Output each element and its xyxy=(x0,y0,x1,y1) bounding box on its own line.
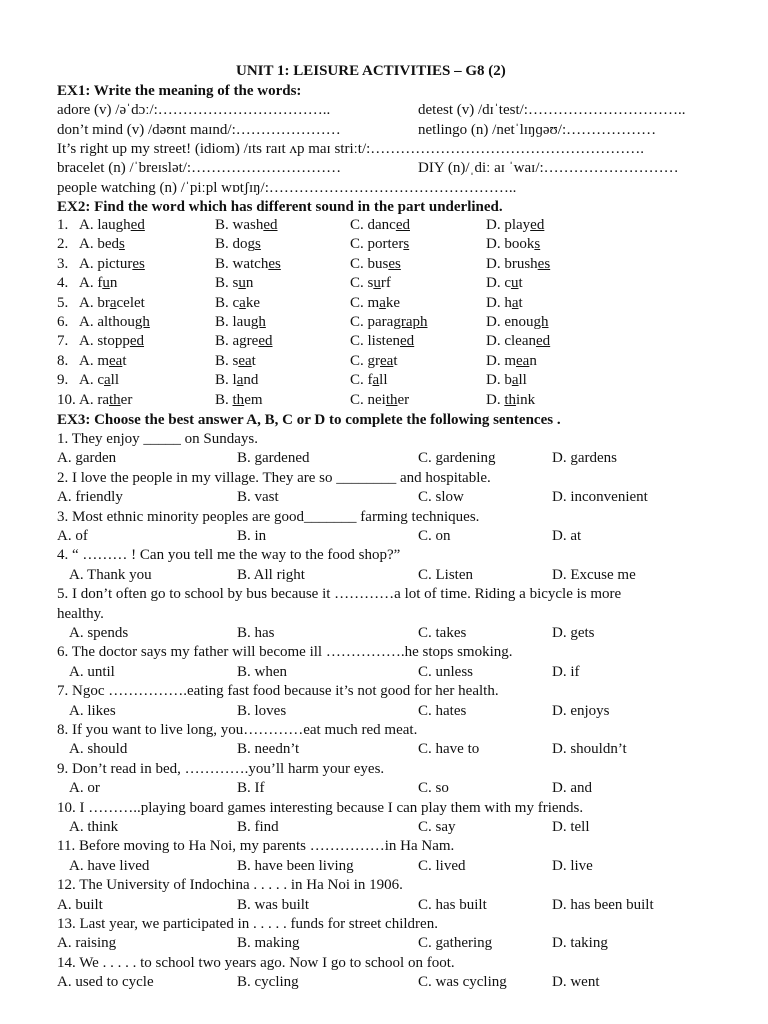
answer-option[interactable] xyxy=(486,275,523,292)
answer-option[interactable]: B. needn’t xyxy=(237,741,300,758)
option-text: t xyxy=(518,275,523,292)
underlined-part: graph xyxy=(393,314,428,330)
answer-option[interactable] xyxy=(215,236,261,253)
answer-option[interactable]: C. gathering xyxy=(418,935,493,952)
answer-option[interactable] xyxy=(486,353,537,370)
underlined-part: es xyxy=(388,255,401,272)
option-text: A. laugh xyxy=(79,217,131,233)
answer-option[interactable]: C. takes xyxy=(418,625,467,641)
underlined-part: th xyxy=(109,391,121,408)
option-text: D. book xyxy=(486,236,535,253)
option-text: C. danc xyxy=(350,217,396,233)
option-text: B. s xyxy=(215,352,239,369)
option-text: B. lau xyxy=(215,314,251,330)
option-text: D. enou xyxy=(486,314,534,330)
option-text: D. play xyxy=(486,217,531,233)
option-text: nd xyxy=(243,372,259,389)
underlined-part: s xyxy=(119,236,125,253)
answer-option[interactable]: D. has been built xyxy=(552,896,654,913)
answer-option[interactable] xyxy=(486,333,550,350)
underlined-part: a xyxy=(239,294,246,311)
underlined-part: gh xyxy=(250,314,266,330)
underlined-part: ed xyxy=(530,217,545,233)
underlined-part: ea xyxy=(516,352,530,369)
answer-option[interactable] xyxy=(350,314,427,331)
underlined-part: es xyxy=(268,255,281,272)
underlined-part: ed xyxy=(258,333,273,350)
answer-option[interactable]: A. until xyxy=(69,663,115,680)
option-text: A. br xyxy=(79,294,110,311)
option-text: ink xyxy=(516,391,536,408)
underlined-part: a xyxy=(104,372,111,389)
answer-option[interactable]: D. went xyxy=(552,974,600,991)
answer-option[interactable]: D. tell xyxy=(552,819,590,835)
option-text: C. bus xyxy=(350,255,389,272)
answer-option[interactable] xyxy=(79,217,145,234)
answer-option[interactable]: C. say xyxy=(418,819,456,835)
answer-option[interactable] xyxy=(215,392,263,409)
answer-option[interactable] xyxy=(486,295,523,312)
answer-option[interactable] xyxy=(215,314,266,331)
option-text: D. h xyxy=(486,294,512,311)
option-text: C. porter xyxy=(350,236,404,253)
underlined-part: th xyxy=(385,391,398,408)
answer-option[interactable]: D. taking xyxy=(552,935,608,952)
underlined-part: s xyxy=(403,236,410,253)
question-number: 8. xyxy=(57,352,69,369)
underlined-part: a xyxy=(511,294,519,311)
option-text: A. m xyxy=(79,352,109,369)
answer-option[interactable]: A. think xyxy=(69,819,119,835)
underlined-part: th xyxy=(232,391,245,408)
answer-option[interactable]: B. have been living xyxy=(237,857,354,874)
question-text: 1. They enjoy _____ on Sundays. xyxy=(57,431,258,447)
answer-option[interactable] xyxy=(79,353,127,370)
answer-option[interactable] xyxy=(79,392,132,409)
underlined-part: a xyxy=(109,294,117,311)
vocab-entry: people watching (n) /ˈpiːpl wɒtʃɪŋ/:………………………………………….. xyxy=(57,180,517,196)
question-text: 12. The University of Indochina . . . . . in Ha Noi in 1906. xyxy=(57,877,403,894)
underlined-part: ed xyxy=(395,217,410,233)
question-text: 13. Last year, we participated in . . . . . funds for street children. xyxy=(57,916,438,932)
answer-option[interactable] xyxy=(486,372,527,389)
option-text: C. listen xyxy=(350,333,401,350)
answer-option[interactable] xyxy=(350,256,401,273)
underlined-part: a xyxy=(511,372,519,389)
option-text: t xyxy=(251,352,256,369)
answer-option[interactable] xyxy=(215,353,256,370)
answer-option[interactable]: B. find xyxy=(237,819,279,835)
underlined-part: ed xyxy=(535,333,551,350)
underlined-part: u xyxy=(511,275,519,292)
option-text: B. wash xyxy=(215,217,264,233)
answer-option[interactable] xyxy=(350,295,400,312)
option-text: celet xyxy=(116,294,145,311)
answer-option[interactable] xyxy=(486,392,535,409)
option-text: A. ra xyxy=(79,391,109,408)
answer-option[interactable]: B. vast xyxy=(237,489,279,506)
answer-option[interactable]: B. was built xyxy=(237,896,310,913)
answer-option[interactable]: A. built xyxy=(57,896,103,913)
answer-option[interactable]: D. at xyxy=(552,528,582,544)
answer-option[interactable]: D. gardens xyxy=(552,450,617,467)
vocab-entry: don’t mind (v) /dəʊnt maɪnd/:………………… xyxy=(57,122,341,138)
option-text: D. m xyxy=(486,352,516,369)
answer-option[interactable]: B. All right xyxy=(237,566,305,583)
answer-option[interactable]: A. friendly xyxy=(57,489,123,506)
option-text: ke xyxy=(245,294,261,311)
option-text: D. c xyxy=(486,275,511,292)
answer-option[interactable]: C. on xyxy=(418,528,451,544)
option-text: A. bed xyxy=(79,236,119,253)
answer-option[interactable] xyxy=(350,236,409,253)
option-text: B. dog xyxy=(215,236,256,253)
answer-option[interactable] xyxy=(350,392,409,409)
option-text: B. l xyxy=(215,372,237,389)
answer-option[interactable] xyxy=(350,333,414,350)
underlined-part: th xyxy=(504,391,517,408)
answer-option[interactable] xyxy=(215,217,278,234)
question-number: 2. xyxy=(57,236,69,253)
question-text: 5. I don’t often go to school by bus because it …………a lot of time. Riding a bicycle is more xyxy=(57,586,622,603)
question-number: 5. xyxy=(57,294,69,311)
underlined-part: u xyxy=(102,275,110,292)
answer-option[interactable] xyxy=(215,333,273,350)
question-text: 14. We . . . . . to school two years ago. Now I go to school on foot. xyxy=(57,954,455,971)
answer-option[interactable]: A. should xyxy=(69,741,128,758)
question-text: healthy. xyxy=(57,605,104,622)
underlined-part: a xyxy=(379,294,386,311)
option-text: B. xyxy=(215,391,233,408)
answer-option[interactable] xyxy=(79,236,125,253)
ex2-heading: EX2: Find the word which has different sound in the part underlined. xyxy=(57,199,503,215)
answer-option[interactable]: C. gardening xyxy=(418,450,496,467)
answer-option[interactable] xyxy=(486,314,549,331)
answer-option[interactable]: A. raising xyxy=(57,935,117,952)
answer-option[interactable]: C. lived xyxy=(418,857,466,874)
answer-option[interactable]: C. was cycling xyxy=(418,974,507,991)
answer-option[interactable]: A. Thank you xyxy=(69,566,152,583)
question-text: 11. Before moving to Ha Noi, my parents ……………in Ha Nam. xyxy=(57,838,455,855)
answer-option[interactable] xyxy=(215,372,258,389)
option-text: t xyxy=(393,352,398,369)
answer-option[interactable]: D. gets xyxy=(552,625,595,641)
underlined-part: ea xyxy=(109,352,123,369)
answer-option[interactable]: B. If xyxy=(237,780,265,797)
question-text: 6. The doctor says my father will become ill …………….he stops smoking. xyxy=(57,644,513,661)
answer-option[interactable]: B. loves xyxy=(237,702,287,719)
question-text: 3. Most ethnic minority peoples are good_______ farming techniques. xyxy=(57,508,480,525)
question-number: 4. xyxy=(57,275,69,292)
underlined-part: u xyxy=(373,275,381,292)
answer-option[interactable] xyxy=(79,275,117,292)
answer-option[interactable] xyxy=(350,275,391,292)
question-text: 7. Ngoc …………….eating fast food because it’s not good for her health. xyxy=(57,683,499,700)
answer-option[interactable]: D. inconvenient xyxy=(552,489,648,506)
option-text: A. pictur xyxy=(79,255,133,272)
vocab-entry: netlingo (n) /netˈlɪŋɡəʊ/:……………… xyxy=(418,122,657,138)
answer-option[interactable]: B. gardened xyxy=(237,450,310,467)
answer-option[interactable] xyxy=(215,295,260,312)
question-text: 2. I love the people in my village. They are so ________ and hospitable. xyxy=(57,469,491,486)
answer-option[interactable]: B. has xyxy=(237,625,275,641)
answer-option[interactable]: D. and xyxy=(552,780,592,797)
ex3-heading: EX3: Choose the best answer A, B, C or D to complete the following sentences . xyxy=(57,412,561,428)
answer-option[interactable]: C. have to xyxy=(418,741,480,758)
option-text: B. s xyxy=(215,275,239,292)
answer-option[interactable]: A. of xyxy=(57,528,88,544)
question-text: 10. I ………..playing board games interesting because I can play them with my friends. xyxy=(57,799,584,816)
question-text: 4. “ ……… ! Can you tell me the way to the food shop?” xyxy=(57,547,401,564)
option-text: C. nei xyxy=(350,391,386,408)
option-text: B. agre xyxy=(215,333,259,350)
option-text: t xyxy=(518,294,523,311)
answer-option[interactable]: D. live xyxy=(552,857,593,874)
option-text: n xyxy=(109,275,118,292)
option-text: ll xyxy=(518,372,527,389)
question-number: 7. xyxy=(57,333,69,350)
underlined-part: s xyxy=(534,236,541,253)
vocab-entry: detest (v) /dɪˈtest/:………………………….. xyxy=(418,102,686,118)
option-text: C. gr xyxy=(350,352,380,369)
answer-option[interactable] xyxy=(350,353,398,370)
answer-option[interactable] xyxy=(486,217,544,234)
option-text: A. c xyxy=(79,372,104,389)
underlined-part: ed xyxy=(129,333,145,350)
answer-option[interactable]: C. has built xyxy=(418,896,487,913)
option-text: em xyxy=(244,391,263,408)
answer-option[interactable] xyxy=(79,256,145,273)
option-text: D. xyxy=(486,391,505,408)
answer-option[interactable] xyxy=(79,295,145,312)
option-text: C. para xyxy=(350,314,394,330)
option-text: A. stopp xyxy=(79,333,130,350)
answer-option[interactable]: C. Listen xyxy=(418,566,473,583)
answer-option[interactable]: A. have lived xyxy=(69,857,150,874)
answer-option[interactable]: B. in xyxy=(237,528,267,544)
answer-option[interactable]: D. enjoys xyxy=(552,702,610,719)
question-number: 10. xyxy=(57,391,76,408)
answer-option[interactable]: D. shouldn’t xyxy=(552,741,627,758)
answer-option[interactable]: D. Excuse me xyxy=(552,566,636,583)
answer-option[interactable] xyxy=(215,275,253,292)
page-title: UNIT 1: LEISURE ACTIVITIES – G8 (2) xyxy=(236,63,506,79)
option-text: A. althou xyxy=(79,314,135,330)
answer-option[interactable]: A. used to cycle xyxy=(57,974,154,991)
question-number: 1. xyxy=(57,217,69,233)
underlined-part: ed xyxy=(130,217,145,233)
answer-option[interactable]: B. making xyxy=(237,935,300,952)
option-text: D. b xyxy=(486,372,512,389)
option-text: C. s xyxy=(350,275,374,292)
option-text: D. brush xyxy=(486,255,538,272)
option-text: n xyxy=(529,352,537,369)
option-text: D. clean xyxy=(486,333,536,350)
ex1-heading: EX1: Write the meaning of the words: xyxy=(57,83,302,99)
answer-option[interactable] xyxy=(79,314,150,331)
vocab-entry: adore (v) /əˈdɔː/:…………………………….. xyxy=(57,102,331,118)
question-number: 6. xyxy=(57,314,69,330)
question-text: 9. Don’t read in bed, ………….you’ll harm your eyes. xyxy=(57,760,385,777)
underlined-part: es xyxy=(132,255,145,272)
underlined-part: ed xyxy=(400,333,415,350)
option-text: rf xyxy=(380,275,391,292)
underlined-part: u xyxy=(238,275,246,292)
option-text: B. watch xyxy=(215,255,269,272)
option-text: n xyxy=(245,275,254,292)
underlined-part: s xyxy=(255,236,261,253)
answer-option[interactable]: A. spends xyxy=(69,625,129,641)
answer-option[interactable] xyxy=(486,236,540,253)
answer-option[interactable] xyxy=(350,217,410,234)
answer-option[interactable]: D. if xyxy=(552,663,580,680)
answer-option[interactable]: A. garden xyxy=(57,450,117,467)
option-text: ll xyxy=(110,372,120,389)
answer-option[interactable] xyxy=(79,372,119,389)
answer-option[interactable]: B. cycling xyxy=(237,974,299,991)
option-text: er xyxy=(397,391,410,408)
option-text: C. m xyxy=(350,294,380,311)
question-number: 3. xyxy=(57,255,69,272)
underlined-part: ea xyxy=(380,352,394,369)
answer-option[interactable]: B. when xyxy=(237,663,287,680)
answer-option[interactable]: A. or xyxy=(69,780,100,797)
answer-option[interactable]: C. unless xyxy=(418,663,474,680)
underlined-part: ed xyxy=(263,217,278,233)
option-text: C. f xyxy=(350,372,373,389)
answer-option[interactable]: C. slow xyxy=(418,489,464,506)
question-text: 8. If you want to live long, you…………eat much red meat. xyxy=(57,722,418,738)
answer-option[interactable] xyxy=(79,333,144,350)
question-number: 9. xyxy=(57,372,69,389)
answer-option[interactable]: C. hates xyxy=(418,702,467,719)
vocab-entry: It’s right up my street! (idiom) /ɪts raɪt ʌp maɪ striːt/:………………………………………………. xyxy=(57,141,645,157)
option-text: t xyxy=(122,352,127,369)
option-text: ke xyxy=(385,294,401,311)
answer-option[interactable]: C. so xyxy=(418,780,449,797)
answer-option[interactable]: A. likes xyxy=(69,702,116,719)
answer-option[interactable] xyxy=(350,372,388,389)
underlined-part: gh xyxy=(533,314,549,330)
underlined-part: a xyxy=(372,372,380,389)
underlined-part: ea xyxy=(238,352,252,369)
underlined-part: gh xyxy=(134,314,150,330)
vocab-entry: bracelet (n) /ˈbreɪslət/:………………………… xyxy=(57,160,342,176)
underlined-part: a xyxy=(236,372,244,389)
option-text: B. c xyxy=(215,294,240,311)
option-text: A. f xyxy=(79,275,103,292)
answer-option[interactable] xyxy=(215,256,281,273)
vocab-entry: DIY (n)/ˌdiː aɪ ˈwaɪ/:……………………… xyxy=(418,160,679,176)
underlined-part: es xyxy=(537,255,551,272)
option-text: er xyxy=(120,391,133,408)
option-text: ll xyxy=(379,372,388,389)
answer-option[interactable] xyxy=(486,256,550,273)
